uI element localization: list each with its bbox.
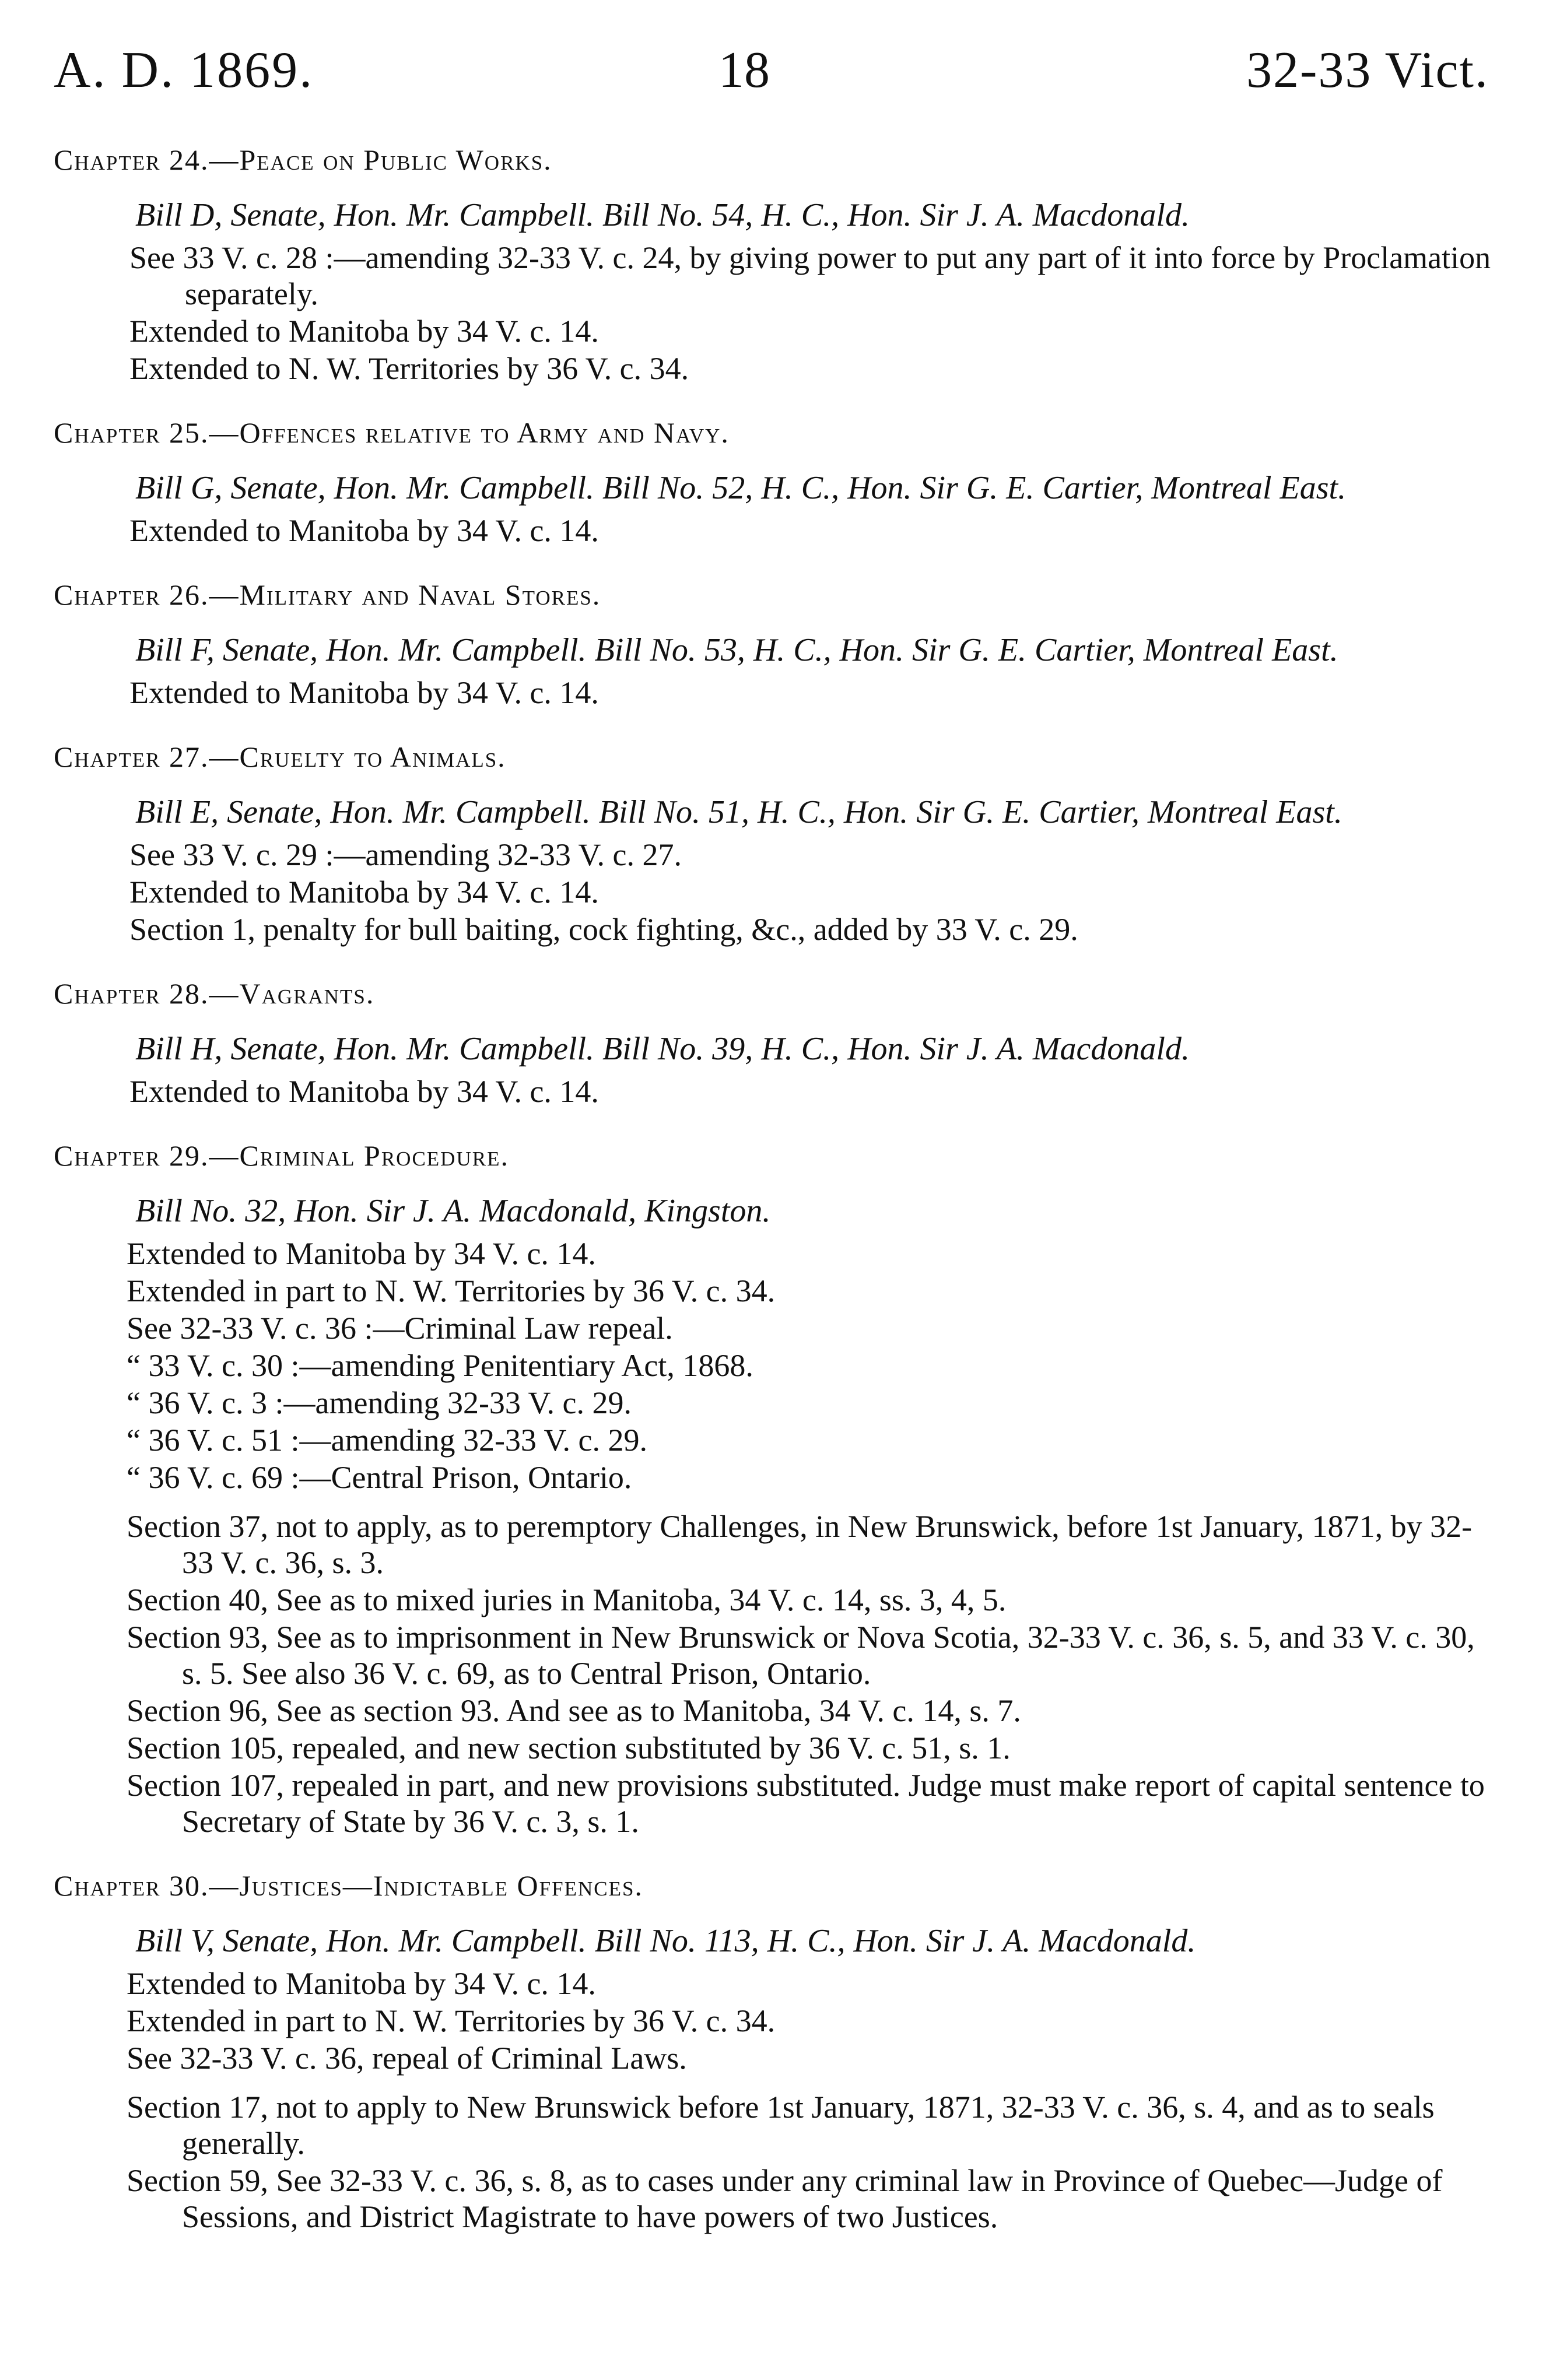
chapter-27: [54, 740, 1497, 947]
chapter-title: Chapter 24.—Peace on Public Works.: [54, 143, 552, 176]
chapter-note: “ 36 V. c. 3 :—amending 32-33 V. c. 29.: [127, 1385, 632, 1420]
section-note: Section 93, See as to imprisonment in New Brunswick or Nova Scotia, 32-33 V. c. 36, s. 5, and 33 V. c. 30, s. 5. See also 36 V. c. 69, as to Central Prison, Ontario.: [127, 1620, 1475, 1691]
section-note: Section 37, not to apply, as to peremptory Challenges, in New Brunswick, before 1st January, 1871, by 32-33 V. c. 36, s. 3.: [127, 1509, 1473, 1580]
chapter-note: Extended to Manitoba by 34 V. c. 14.: [129, 513, 599, 548]
bill-reference: Bill G, Senate, Hon. Mr. Campbell. Bill No. 52, H. C., Hon. Sir G. E. Cartier, Montreal East.: [135, 470, 1347, 506]
chapter-note: See 33 V. c. 28 :—amending 32-33 V. c. 24, by giving power to put any part of it into force by Proclamation separately.: [129, 240, 1491, 311]
bill-reference: Bill H, Senate, Hon. Mr. Campbell. Bill No. 39, H. C., Hon. Sir J. A. Macdonald.: [135, 1031, 1190, 1067]
document-body: [54, 143, 1497, 2264]
chapter-28: [54, 977, 1497, 1110]
section-note: Section 105, repealed, and new section substituted by 36 V. c. 51, s. 1.: [127, 1730, 1011, 1765]
chapter-note: Extended to N. W. Territories by 36 V. c. 34.: [129, 351, 689, 386]
chapter-24: [54, 143, 1497, 387]
chapter-title: Chapter 25.—Offences relative to Army and Navy.: [54, 416, 730, 449]
chapter-title: Chapter 30.—Justices—Indictable Offences.: [54, 1869, 643, 1902]
chapter-note: Section 1, penalty for bull baiting, cock fighting, &c., added by 33 V. c. 29.: [129, 912, 1078, 947]
chapter-title: Chapter 28.—Vagrants.: [54, 977, 375, 1010]
section-note: Section 17, not to apply to New Brunswick before 1st January, 1871, 32-33 V. c. 36, s. 4, and as to seals generally.: [127, 2090, 1435, 2161]
header-year: A. D. 1869.: [54, 42, 314, 99]
page-header: [54, 41, 1489, 105]
chapter-note: Extended to Manitoba by 34 V. c. 14.: [129, 1074, 599, 1109]
chapter-note: Extended to Manitoba by 34 V. c. 14.: [129, 314, 599, 349]
chapter-note: “ 33 V. c. 30 :—amending Penitentiary Act, 1868.: [127, 1348, 753, 1383]
chapter-note: See 32-33 V. c. 36, repeal of Criminal Laws.: [127, 2041, 687, 2076]
page-number: 18: [718, 42, 770, 99]
chapter-note: Extended to Manitoba by 34 V. c. 14.: [127, 1966, 596, 2001]
chapter-note: Extended to Manitoba by 34 V. c. 14.: [129, 675, 599, 710]
chapter-title: Chapter 27.—Cruelty to Animals.: [54, 740, 506, 773]
bill-reference: Bill No. 32, Hon. Sir J. A. Macdonald, Kingston.: [135, 1193, 771, 1229]
section-note: Section 40, See as to mixed juries in Manitoba, 34 V. c. 14, ss. 3, 4, 5.: [127, 1582, 1007, 1617]
chapter-note: Extended in part to N. W. Territories by 36 V. c. 34.: [127, 2003, 776, 2038]
chapter-title: Chapter 26.—Military and Naval Stores.: [54, 578, 601, 611]
chapter-note: “ 36 V. c. 51 :—amending 32-33 V. c. 29.: [127, 1423, 647, 1458]
bill-reference: Bill V, Senate, Hon. Mr. Campbell. Bill No. 113, H. C., Hon. Sir J. A. Macdonald.: [135, 1923, 1196, 1959]
chapter-note: Extended to Manitoba by 34 V. c. 14.: [127, 1236, 596, 1271]
section-note: Section 59, See 32-33 V. c. 36, s. 8, as to cases under any criminal law in Province of Quebec—Judge of Sessions, and District Magistrate to have powers of two Justices.: [127, 2163, 1443, 2234]
bill-reference: Bill D, Senate, Hon. Mr. Campbell. Bill No. 54, H. C., Hon. Sir J. A. Macdonald.: [135, 197, 1190, 233]
section-note: Section 107, repealed in part, and new provisions substituted. Judge must make report of capital sentence to Secretary of State by 36 V. c. 3, s. 1.: [127, 1768, 1485, 1839]
chapter-note: Extended in part to N. W. Territories by 36 V. c. 34.: [127, 1273, 776, 1308]
header-regnal-year: 32-33 Vict.: [1246, 42, 1489, 99]
chapter-note: See 32-33 V. c. 36 :—Criminal Law repeal.: [127, 1311, 673, 1346]
chapter-25: [54, 416, 1497, 549]
chapter-30: [54, 1869, 1497, 2235]
bill-reference: Bill E, Senate, Hon. Mr. Campbell. Bill No. 51, H. C., Hon. Sir G. E. Cartier, Montreal East.: [135, 794, 1342, 830]
section-note: Section 96, See as section 93. And see as to Manitoba, 34 V. c. 14, s. 7.: [127, 1693, 1021, 1728]
chapter-note: “ 36 V. c. 69 :—Central Prison, Ontario.: [127, 1460, 632, 1495]
chapter-note: See 33 V. c. 29 :—amending 32-33 V. c. 27.: [129, 837, 682, 872]
chapter-title: Chapter 29.—Criminal Procedure.: [54, 1139, 509, 1172]
chapter-26: [54, 578, 1497, 711]
chapter-note: Extended to Manitoba by 34 V. c. 14.: [129, 875, 599, 910]
bill-reference: Bill F, Senate, Hon. Mr. Campbell. Bill No. 53, H. C., Hon. Sir G. E. Cartier, Montreal East.: [135, 632, 1338, 668]
spacer: [54, 1496, 1497, 1508]
chapter-29: [54, 1139, 1497, 1840]
spacer: [54, 2076, 1497, 2089]
